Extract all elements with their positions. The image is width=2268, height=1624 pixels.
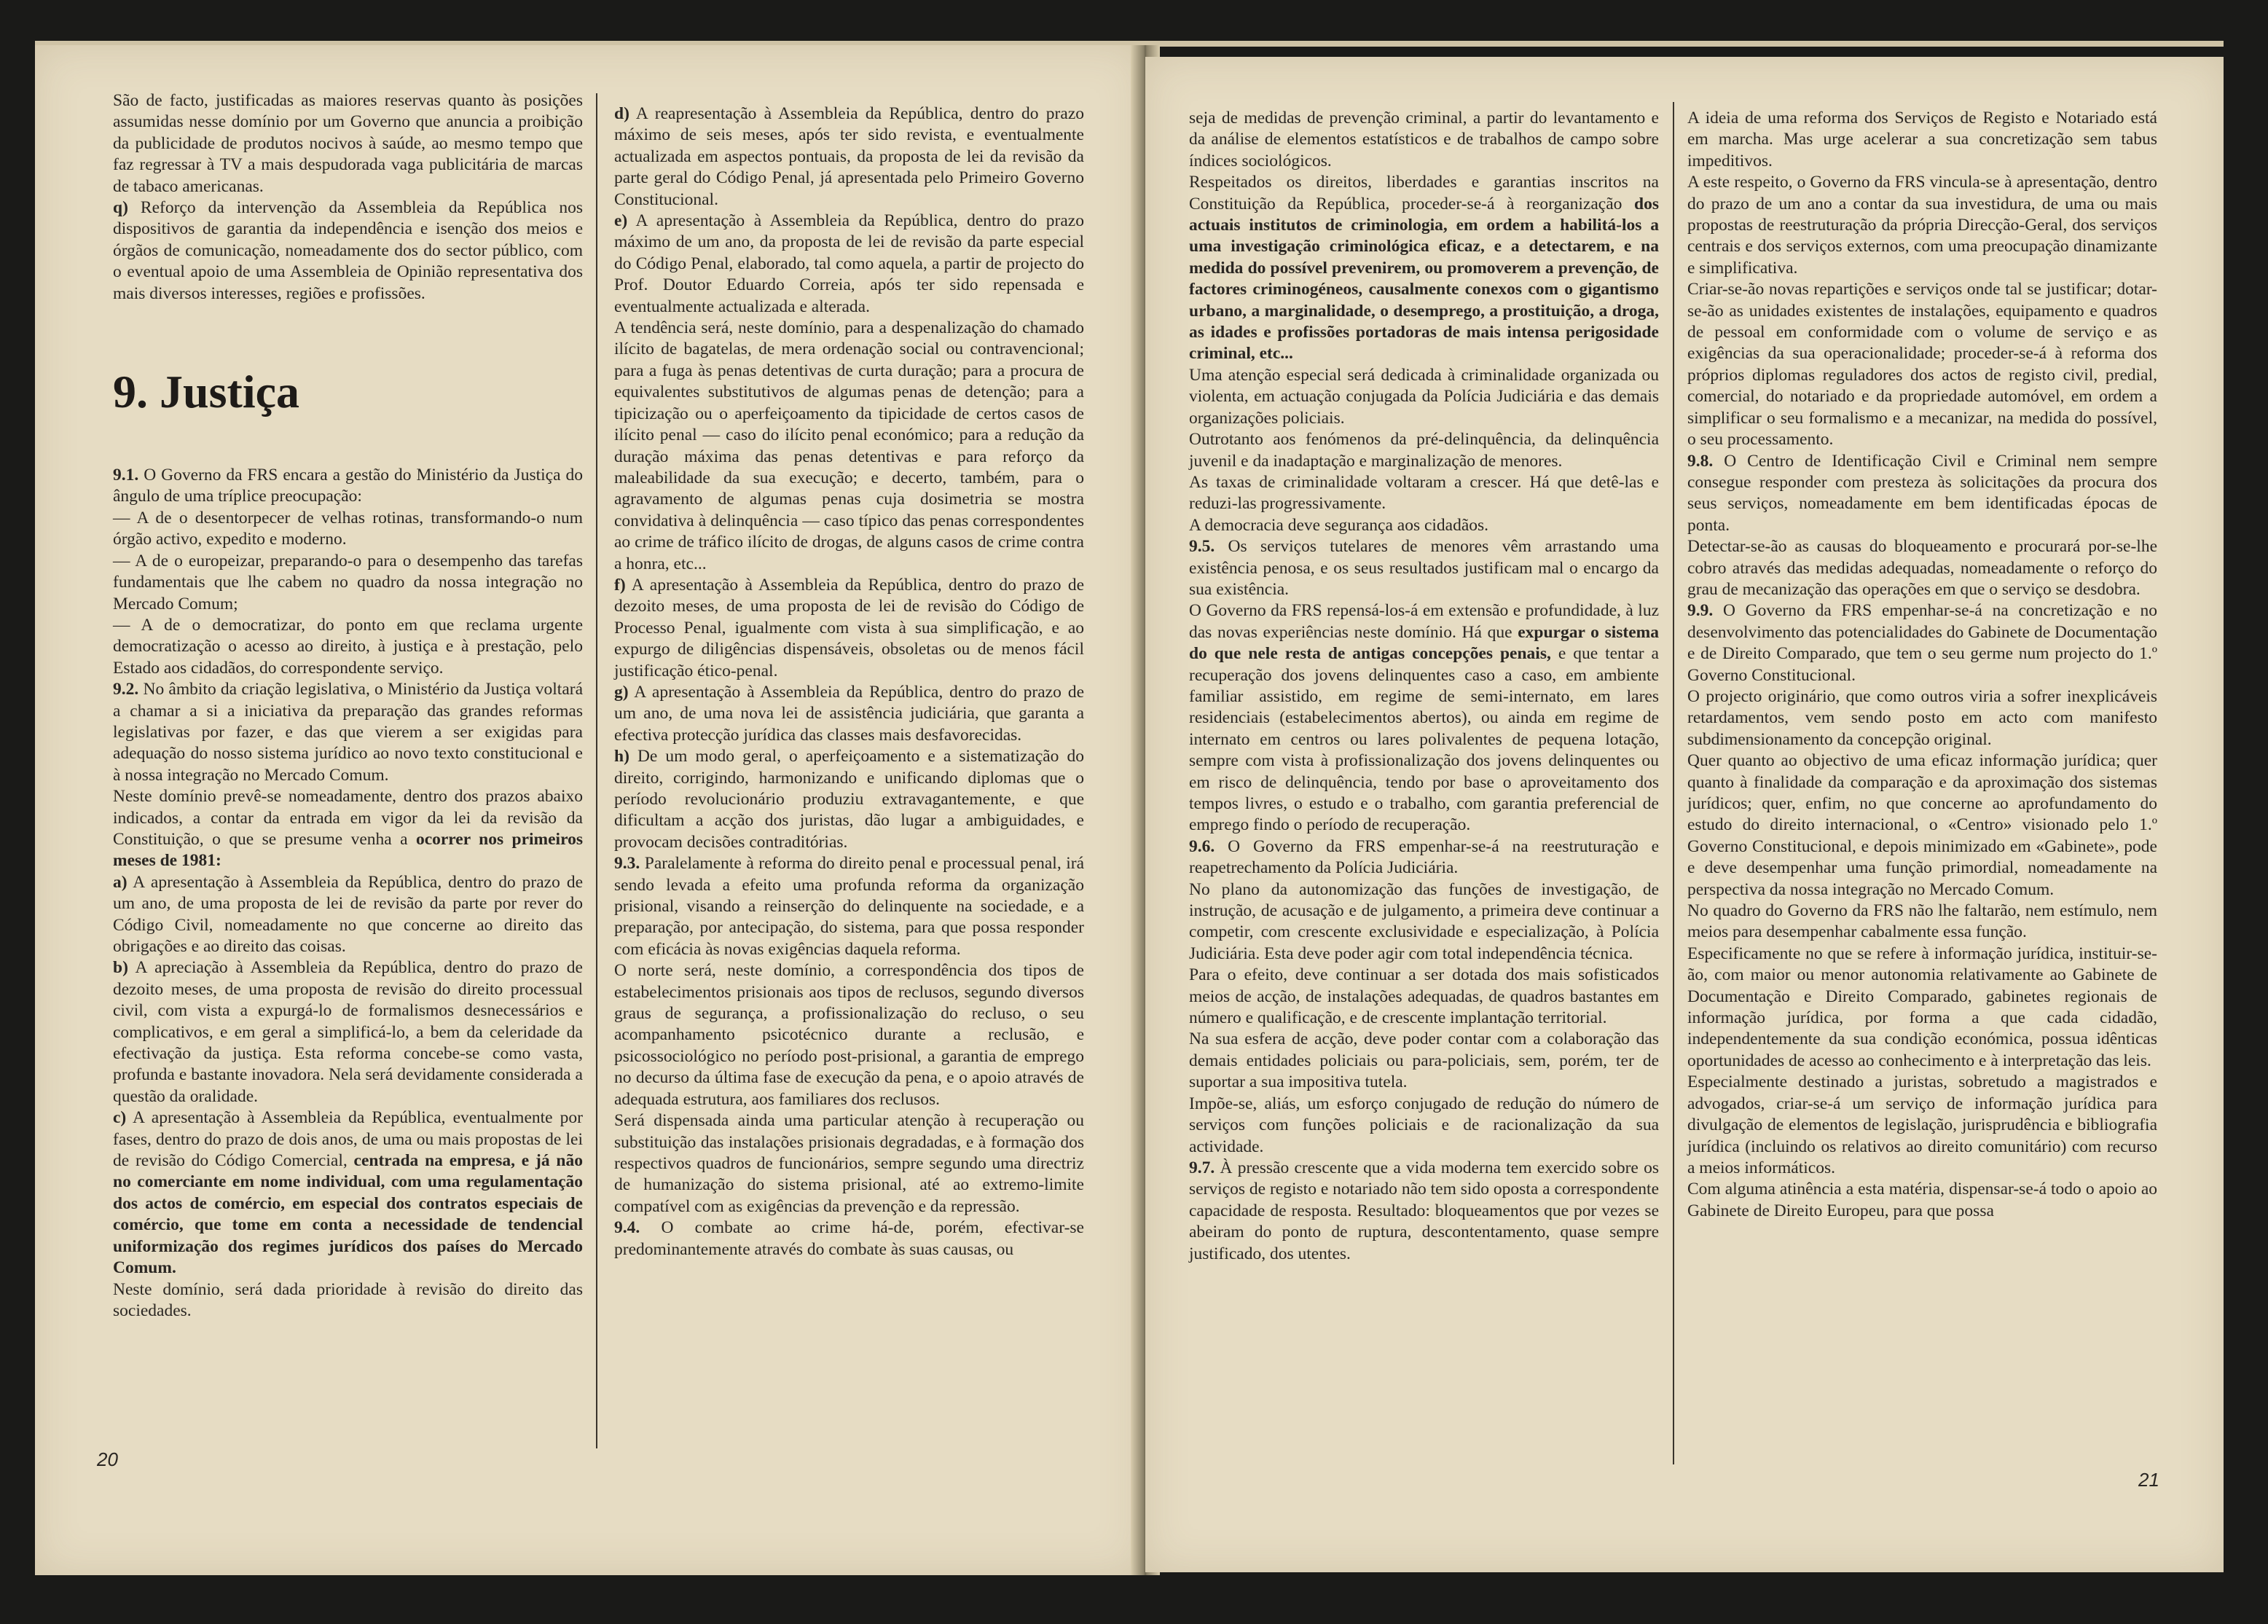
item-label: h) — [614, 747, 629, 766]
paragraph: Para o efeito, deve continuar a ser dotada dos mais sofisticados meios de acção, de instalações adequadas, de quadros bastantes em número e qualificação, e de crescente implantação territorial. — [1189, 965, 1659, 1028]
paragraph — [614, 211, 1084, 318]
paragraph: Com alguma atinência a esta matéria, dispensar-se-á todo o apoio ao Gabinete de Direito Europeu, para que possa — [1687, 1180, 2157, 1220]
item-text: O Governo da FRS encara a gestão do Ministério da Justiça do ângulo de uma tríplice preocupação: — [113, 466, 583, 506]
paragraph: Será dispensada ainda uma particular atenção à recuperação ou substituição das instalações prisionais degradadas, e à formação dos respectivos quadros de funcionários, sempre segundo uma directriz de humanização do sistema prisional, até ao extremo-limite compatível com as exigências da prevenção e da repressão. — [614, 1111, 1084, 1216]
item-label: d) — [614, 104, 629, 123]
item-label: f) — [614, 575, 626, 595]
paragraph: Outrotanto aos fenómenos da pré-delinquência, da delinquência juvenil e da inadaptação e marginalização de menores. — [1189, 430, 1659, 471]
paragraph: Quer quanto ao objectivo de uma eficaz informação jurídica; quer quanto à finalidade da comparação e da aproximação dos sistemas jurídicos; quer, enfim, no que concerne ao aprofundamento do estudo do direito internacional, o «Centro» visionado pelo 1.º Governo Constitucional, e depois minimizado em «Gabinete», pode e deve desempenhar uma função primordial, nomeadamente na perspectiva da nossa integração no Mercado Comum. — [1687, 751, 2157, 899]
paragraph — [614, 1217, 1084, 1260]
right-column-1 — [1189, 108, 1659, 1265]
item-label: 9.4. — [614, 1218, 640, 1238]
paragraph: Detectar-se-ão as causas do bloqueamento e procurará por-se-lhe cobro através das medidas adequadas, nomeadamente o reforço do grau de mecanização das operações em que o serviço se desdobra. — [1687, 537, 2157, 599]
paragraph: São de facto, justificadas as maiores reservas quanto às posições assumidas nesse domínio por um Governo que anuncia a proibição da publicidade de produtos nocivos à saúde, ao mesmo tempo que faz regressar à TV a mais despudorada vaga publicitária de marcas de tabaco americanas. — [113, 91, 583, 196]
item-text: O Governo da FRS empenhar-se-á na reestruturação e reapetrechamento da Polícia Judiciária. — [1189, 836, 1659, 878]
item-text: e que tentar a recuperação dos jovens delinquentes caso a caso, em ambiente familiar assistido, em regime de semi-internato, em lares residenciais (estabelecimentos abertos), ou ainda em regime de internato em centros ou lares polivalentes de pequena lotação, sempre com vista à profissionalização dos jovens delinquentes ou em risco de delinquência, tendo por base o aproveitamento dos tempos livres, o estudo e o trabalho, com garantia preferencial de emprego findo o período de recuperação. — [1189, 644, 1659, 835]
paragraph — [1189, 536, 1659, 600]
column-divider — [1673, 102, 1674, 1464]
paragraph: Criar-se-ão novas repartições e serviços onde tal se justificar; dotar-se-ão as unidades existentes de instalações, equipamento e quadros de pessoal em conformidade com o volume de serviço e as exigências da sua operacionalidade; proceder-se-á à reforma dos próprios diplomas reguladores dos actos de registo civil, predial, comercial, do notariado e da propriedade automóvel, em ordem a simplificar o seu formalismo e a mecanizar, na medida do possível, o seu processamento. — [1687, 280, 2157, 450]
paragraph — [1687, 600, 2157, 686]
item-text: A apresentação à Assembleia da República, dentro do prazo de um ano, de uma proposta de lei de revisão da parte por rever do Código Civil, nomeadamente no que concerne ao direito das obrigações e ao direito das coisas. — [113, 872, 583, 956]
item-text: A apresentação à Assembleia da República, dentro do prazo máximo de um ano, da proposta de lei de revisão da parte especial do Código Penal, elaborado, tal como aquela, a partir de projecto do Prof. Doutor Eduardo Correia, após ter sido repensada e eventualmente actualizada e alterada. — [614, 211, 1084, 316]
paragraph — [1687, 451, 2157, 537]
bold-text: ocorrer nos primeiros meses de 1981: — [113, 829, 583, 871]
item-label: 9.6. — [1189, 836, 1215, 856]
item-label: b) — [113, 958, 128, 978]
item-text: Paralelamente à reforma do direito penal e processual penal, irá sendo levada a efeito uma profunda reforma da organização prisional, visando a reinserção do delinquente na sociedade, e a preparação, por antecipação, do sistema, para que possa responder com eficácia às novas exigências daquela reforma. — [614, 854, 1084, 959]
item-text: A apreciação à Assembleia da República, dentro do prazo de dezoito meses, de uma proposta de revisão do direito processual civil, com vista a expurgá-lo de formalismos desnecessários e complicativos, e em geral a simplificá-lo, a bem da celeridade da efectivação da justiça. Esta reforma concebe-se como vasta, profunda e bastante inovadora. Nela será devidamente considerada a questão da oralidade. — [113, 958, 583, 1106]
paragraph — [113, 1107, 583, 1279]
item-label: q) — [113, 198, 128, 218]
item-text: A reapresentação à Assembleia da República, dentro do prazo máximo de seis meses, após ter sido revista, e eventualmente actualizada em aspectos pontuais, da proposta de lei da revisão da parte geral do Código Penal, já apresentada pelo Primeiro Governo Constitucional. — [614, 104, 1084, 209]
item-text: O combate ao crime há-de, porém, efectivar-se predominantemente através do combate às suas causas, ou — [614, 1218, 1084, 1259]
paragraph — [614, 682, 1084, 746]
bold-text: dos actuais institutos de criminologia, em ordem a habilitá-los a uma investigação criminológica eficaz, e a detectarem, e na medida do possível prevenirem, ou promoverem a prevenção, de factores criminogéneos, causalmente conexos com o gigantismo urbano, a marginalidade, o desemprego, a prostituição, a droga, as idades e profissões portadoras de mais intensa perigosidade criminal, etc... — [1189, 194, 1659, 364]
item-label: 9.1. — [113, 466, 139, 485]
paragraph — [113, 957, 583, 1107]
item-text: De um modo geral, o aperfeiçoamento e a sistematização do direito, corrigindo, harmonizando e unificando diplomas que o período revolucionário produziu extravagantemente, e que dificultam a acção dos juristas, dão lugar a ambiguidades, e provocam decisões contraditórias. — [614, 747, 1084, 852]
paragraph: No plano da autonomização das funções de investigação, de instrução, de acusação e de julgamento, a primeira deve continuar a competir, com crescente exclusividade e especialização, à Polícia Judiciária. Esta deve poder agir com total independência técnica. — [1189, 879, 1659, 963]
item-label: a) — [113, 872, 127, 892]
paragraph — [614, 103, 1084, 211]
item-text: A apresentação à Assembleia da República, eventualmente por fases, dentro do prazo de dois anos, de uma ou mais propostas de lei de revisão do Código Comercial, — [113, 1108, 583, 1171]
item-text: Respeitados os direitos, liberdades e garantias inscritos na Constituição da República, proceder-se-á à reorganização — [1189, 173, 1659, 213]
paragraph: — A de o desentorpecer de velhas rotinas, transformando-o num órgão activo, expedito e moderno. — [113, 508, 583, 549]
paragraph — [614, 853, 1084, 960]
item-label: 9.3. — [614, 854, 640, 874]
paragraph: O norte será, neste domínio, a correspondência dos tipos de estabelecimentos prisionais aos tipos de reclusos, segundo diversos graus de segurança, a profissionalização do recluso, o seu acompanhamento psicotécnico durante a reclusão, e psicossociológico no período post-prisional, a garantia de emprego no decurso da última fase de execução da pena, e o apoio através de adequada estrutura, aos familiares dos reclusos. — [614, 961, 1084, 1109]
paragraph: A democracia deve segurança aos cidadãos. — [1189, 515, 1489, 535]
item-text: O Governo da FRS empenhar-se-á na concretização e no desenvolvimento das potencialidades do Gabinete de Documentação e de Direito Comparado, que tem o seu germe num projecto do 1.º Governo Constitucional. — [1687, 601, 2157, 685]
bold-text: expurgar o sistema do que nele resta de antigas concepções penais, — [1189, 622, 1659, 664]
item-label: 9.8. — [1687, 451, 1714, 471]
paragraph: A tendência será, neste domínio, para a despenalização do chamado ilícito de bagatelas, de mera ordenação social ou contravencional; para a fuga às penas detentivas de curta duração; para a procura de equivalentes substitutivos de algumas penas de detenção; para a tipicização ou o aperfeiçoamento da tipicidade de certos casos de ilícito penal — caso do ilícito penal económico; para a redução da duração máxima das penas detentivas e para reforço da maleabilidade da sua execução; e decerto, também, para o agravamento de algumas penas cuja dosimetria se mostra convidativa à delinquência — caso típico das penas correspondentes ao crime de tráfico ilícito de drogas, de alguns casos de crime contra a honra, etc... — [614, 318, 1084, 573]
item-text: O Governo da FRS repensá-los-á em extensão e profundidade, à luz das novas experiências neste domínio. Há que — [1189, 601, 1659, 642]
paragraph — [113, 872, 583, 958]
item-text: No âmbito da criação legislativa, o Ministério da Justiça voltará a chamar a si a iniciativa da preparação das grandes reformas legislativas por fazer, e das que vierem a ser exigidas para adequação do nosso sistema jurídico ao novo texto constitucional e à nossa integração no Mercado Comum. — [113, 680, 583, 785]
paragraph — [1189, 1158, 1659, 1265]
item-label: g) — [614, 682, 629, 702]
item-text: Neste domínio prevê-se nomeadamente, dentro dos prazos abaixo indicados, a contar da entrada em vigor da lei da revisão da Constituição, o que se presume venha a — [113, 787, 583, 849]
column-divider — [596, 93, 597, 1448]
paragraph — [113, 786, 583, 872]
paragraph: Especialmente destinado a juristas, sobretudo a magistrados e advogados, criar-se-á um serviço de informação jurídica para divulgação de elementos de legislação, jurisprudência e bibliografia jurídica (incluindo os relativos ao direito comunitário) com recurso a meios informáticos. — [1687, 1072, 2157, 1177]
left-column-1 — [113, 90, 583, 1322]
item-text: Os serviços tutelares de menores vêm arrastando uma existência penosa, e os seus resultados justificam mal o encargo da sua existência. — [1189, 537, 1659, 599]
paragraph: Impõe-se, aliás, um esforço conjugado de redução do número de serviços com funções policiais e de racionalização da sua actividade. — [1189, 1094, 1659, 1156]
paragraph: No quadro do Governo da FRS não lhe faltarão, nem estímulo, nem meios para desempenhar cabalmente essa função. — [1687, 901, 2157, 942]
paragraph: Uma atenção especial será dedicada à criminalidade organizada ou violenta, em actuação conjugada da Polícia Judiciária e das demais organizações policiais. — [1189, 365, 1659, 428]
paragraph — [614, 746, 1084, 853]
paragraph: Neste domínio, será dada prioridade à revisão do direito das sociedades. — [113, 1279, 583, 1320]
item-text: À pressão crescente que a vida moderna tem exercido sobre os serviços de registo e notariado não tem sido oposta a correspondente capacidade de resposta. Resultado: bloqueamentos que por vezes se abeiram do ponto de ruptura, descontentamento, quase sempre justificado, dos utentes. — [1189, 1158, 1659, 1263]
paragraph: Especificamente no que se refere à informação jurídica, instituir-se-ão, com maior ou menor autonomia relativamente ao Gabinete de Documentação e Direito Comparado, gabinetes regionais de informação jurídica, por forma a que cada cidadão, independentemente da sua condição económica, possua idênticas oportunidades de acesso ao conhecimento e à interpretação das leis. — [1687, 944, 2157, 1070]
paragraph — [1189, 600, 1659, 836]
paragraph — [1189, 836, 1659, 879]
item-label: 9.7. — [1189, 1158, 1215, 1177]
paragraph — [113, 197, 583, 305]
right-column-2 — [1687, 108, 2157, 1222]
section-heading: 9. Justiça — [113, 366, 299, 418]
paragraph: O projecto originário, que como outros viria a sofrer inexplicáveis retardamentos, vem sendo posto em acto com manifesto subdimensionamento da concepção original. — [1687, 686, 2157, 749]
paragraph — [113, 679, 583, 786]
item-label: 9.9. — [1687, 601, 1714, 621]
paragraph: — A de o democratizar, do ponto em que reclama urgente democratização o acesso ao direito, à justiça e à prestação, pelo Estado aos cidadãos, do correspondente serviço. — [113, 615, 583, 678]
item-text: A apresentação à Assembleia da República, dentro do prazo de dezoito meses, de uma proposta de lei de revisão do Código de Processo Penal, igualmente com vista à sua simplificação, e ao expurgo de diligências dispensáveis, obsoletas ou de menos fácil justificação ético-penal. — [614, 575, 1084, 680]
bold-text: centrada na empresa, e já não no comerciante em nome individual, com uma regulamentação dos actos de comércio, em especial dos contratos especiais de comércio, que tome em conta a necessidade de tendencial uniformização dos regimes jurídicos dos países do Mercado Comum. — [113, 1151, 583, 1278]
left-column-2 — [614, 103, 1084, 1260]
page-number: 21 — [2138, 1469, 2159, 1491]
paragraph: seja de medidas de prevenção criminal, a partir do levantamento e da análise de elementos estatísticos e de trabalhos de campo sobre índices sociológicos. — [1189, 109, 1659, 170]
item-text: Reforço da intervenção da Assembleia da República nos dispositivos de garantia da independência e isenção dos meios e órgãos de comunicação, nomeadamente dos do sector público, com o eventual apoio de uma Assembleia de Opinião representativa dos mais diversos interesses, regiões e profissões. — [113, 198, 583, 303]
paragraph: Na sua esfera de acção, deve poder contar com a colaboração das demais entidades policiais ou para-policiais, sem, porém, ter de suportar a sua impositiva tutela. — [1189, 1029, 1659, 1092]
paragraph — [1189, 172, 1659, 365]
item-text: A apresentação à Assembleia da República, dentro do prazo de um ano, de uma nova lei de assistência judiciária, que garanta a efectiva protecção jurídica das classes mais desfavorecidas. — [614, 682, 1084, 745]
paragraph: As taxas de criminalidade voltaram a crescer. Há que detê-las e reduzi-las progressivamente. — [1189, 472, 1659, 514]
paragraph: — A de o europeizar, preparando-o para o desempenho das tarefas fundamentais que lhe cabem no quadro da nossa integração no Mercado Comum; — [113, 551, 583, 613]
item-label: e) — [614, 211, 628, 231]
page-number: 20 — [97, 1448, 118, 1470]
paragraph — [113, 465, 583, 508]
paragraph: A este respeito, o Governo da FRS vincula-se à apresentação, dentro do prazo de um ano a contar da sua investidura, de uma ou mais propostas de reestruturação da própria Direcção-Geral, dos serviços centrais e dos serviços externos, com uma preocupação dinamizante e simplificativa. — [1687, 173, 2157, 278]
item-label: c) — [113, 1108, 127, 1128]
item-text: O Centro de Identificação Civil e Criminal nem sempre consegue responder com presteza às solicitações da procura dos seus serviços, nomeadamente em bem identificadas épocas de ponta. — [1687, 451, 2157, 535]
paragraph — [614, 575, 1084, 682]
item-label: 9.2. — [113, 680, 139, 699]
paragraph: A ideia de uma reforma dos Serviços de Registo e Notariado está em marcha. Mas urge acelerar a sua concretização sem tabus impeditivos. — [1687, 109, 2157, 170]
item-label: 9.5. — [1189, 537, 1215, 557]
